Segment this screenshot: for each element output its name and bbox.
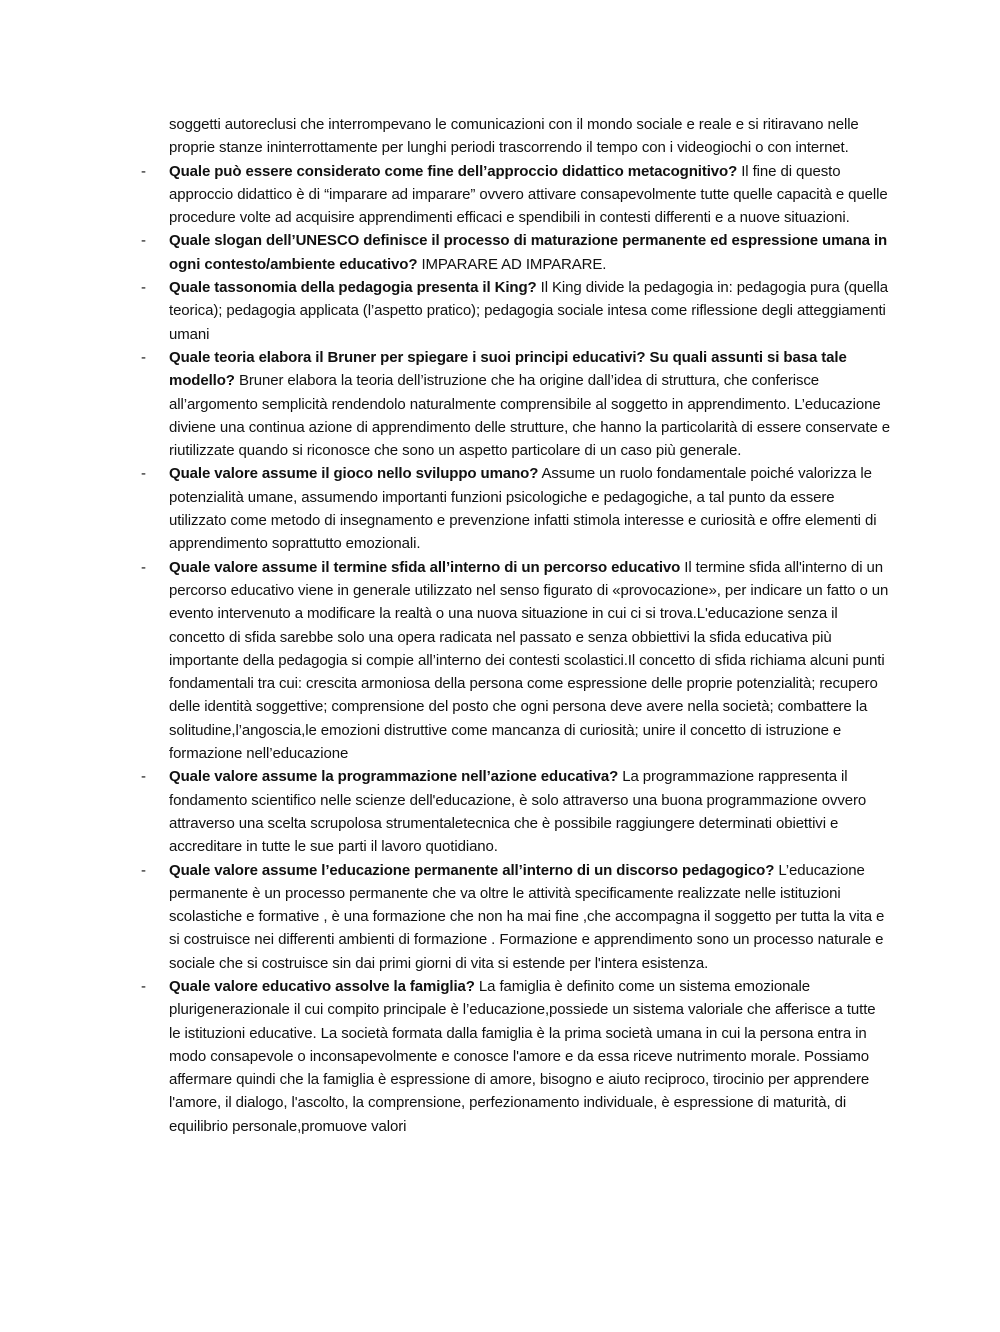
list-item (141, 229, 891, 276)
bullet-dash: - (141, 977, 146, 995)
answer-text: L’educazione permanente è un processo permanente che va oltre le attività specificamente realizzate nelle istituzioni scolastiche e formative , è una formazione che non ha mai fine ,che accompagna il soggetto per tutta la vita e si costruisce nei differenti ambienti di formazione . Formazione e apprendimento sono un processo naturale e sociale che si costruisce sin dai primi giorni di vita si estende per l'intera esistenza. (169, 861, 885, 972)
bullet-dash: - (141, 465, 146, 483)
answer-text: Bruner elabora la teoria dell’istruzione che ha origine dall’idea di struttura, che conferisce all’argomento semplicità rendendolo naturalmente comprensibile al soggetto in apprendimento. L’educazione diviene una continua azione di apprendimento delle strutture, che hanno la particolarità di essere conservate e riutilizzate quando si riconosce che sono un aspetto particolare di un caso più generale. (169, 372, 891, 460)
bullet-dash: - (141, 232, 146, 250)
question-text: Quale tassonomia della pedagogia presenta il King? (169, 279, 537, 297)
answer-text: La famiglia è definito come un sistema emozionale plurigenerazionale il cui compito principale è l’educazione,possiede un sistema valoriale che afferisce a tutte le istituzioni educative. La società formata dalla famiglia è la prima società umana in cui la persona entra in modo consapevole o inconsapevolmente e conosce l'amore e da essa riceve nutrimento morale. Possiamo affermare quindi che la famiglia è espressione di amore, bisogno e aiuto reciproco, tirocinio per apprendere l'amore, il dialogo, l'ascolto, la comprensione, perfezionamento individuale, è espressione di maturità, di equilibrio personale,promuove valori (169, 977, 876, 1135)
question-text: Quale valore assume l’educazione permanente all’interno di un discorso pedagogico? (169, 861, 775, 879)
question-text: Quale slogan dell’UNESCO definisce il processo di maturazione permanente ed espressione umana in ogni contesto/ambiente educativo? (169, 232, 888, 273)
list-item (141, 346, 891, 462)
bullet-dash: - (141, 348, 146, 366)
question-text: Quale valore assume il termine sfida all’interno di un percorso educativo (169, 558, 681, 576)
question-text: Quale valore assume il gioco nello sviluppo umano? (169, 465, 539, 483)
question-text: Quale può essere considerato come fine dell’approccio didattico metacognitivo? (169, 162, 738, 180)
list-item (141, 276, 891, 346)
bullet-dash: - (141, 768, 146, 786)
answer-text: La programmazione rappresenta il fondamento scientifico nelle scienze dell'educazione, è solo attraverso una buona programmazione ovvero attraverso una scelta scrupolosa strumentaletecnica che è possibile raggiungere determinati obiettivi e accreditare in tutte le sue parti il lavoro quotidiano. (169, 768, 867, 856)
page-content (141, 113, 891, 1138)
list-item (141, 556, 891, 766)
question-text: Quale valore educativo assolve la famiglia? (169, 977, 475, 995)
answer-text: Il King divide la pedagogia in: pedagogia pura (quella teorica); pedagogia applicata (l’aspetto pratico); pedagogia sociale intesa come riflessione degli atteggiamenti umani (169, 279, 889, 343)
bullet-dash: - (141, 162, 146, 180)
list-item (141, 160, 891, 230)
answer-text: Assume un ruolo fondamentale poiché valorizza le potenzialità umane, assumendo importanti funzioni psicologiche e pedagogiche, a tal punto da essere utilizzato come metodo di insegnamento e prevenzione infatti stimola interesse e curiosità e offre elementi di apprendimento soprattutto emozionali. (169, 465, 877, 553)
bullet-dash: - (141, 861, 146, 879)
list-item (141, 975, 891, 1138)
intro-paragraph (141, 113, 891, 160)
bullet-dash: - (141, 558, 146, 576)
list-item (141, 859, 891, 975)
answer-text: IMPARARE AD IMPARARE. (417, 255, 607, 273)
bullet-dash: - (141, 279, 146, 297)
list-item (141, 765, 891, 858)
question-text: Quale teoria elabora il Bruner per spiegare i suoi principi educativi? Su quali assunti si basa tale modello? (169, 348, 847, 390)
answer-text: Il fine di questo approccio didattico è di “imparare ad imparare” ovvero attivare consapevolmente tutte quelle capacità e quelle procedure volte ad acquisire apprendimenti efficaci e spendibili in contesti differenti e a nuove situazioni. (169, 162, 888, 227)
intro-text: soggetti autoreclusi che interrompevano le comunicazioni con il mondo sociale e reale e si ritiravano nelle proprie stanze ininterrottamente per lunghi periodi trascorrendo il tempo con i videogiochi o con internet. (169, 116, 859, 157)
answer-text: Il termine sfida all'interno di un percorso educativo viene in generale utilizzato nel senso figurato di «provocazione», per indicare un fatto o un evento intervenuto a modificare la realtà o una nuova situazione in cui ci si trova.L'educazione senza il concetto di sfida sarebbe solo una opera radicata nel passato e senza obbiettivi la sfida educativa più importante della pedagogia si compie all’interno dei contesti scolastici.Il concetto di sfida richiama alcuni punti fondamentali tra cui: crescita armoniosa della persona come espressione delle proprie potenzialità; recupero delle identità soggettive; comprensione del posto che ogni persona deve avere nella società; combattere la solitudine,l’angoscia,le emozioni distruttive come mancanza di curiosità; unire il concetto di istruzione e formazione nell’educazione (169, 558, 889, 763)
question-text: Quale valore assume la programmazione nell’azione educativa? (169, 768, 619, 786)
list-item (141, 462, 891, 555)
